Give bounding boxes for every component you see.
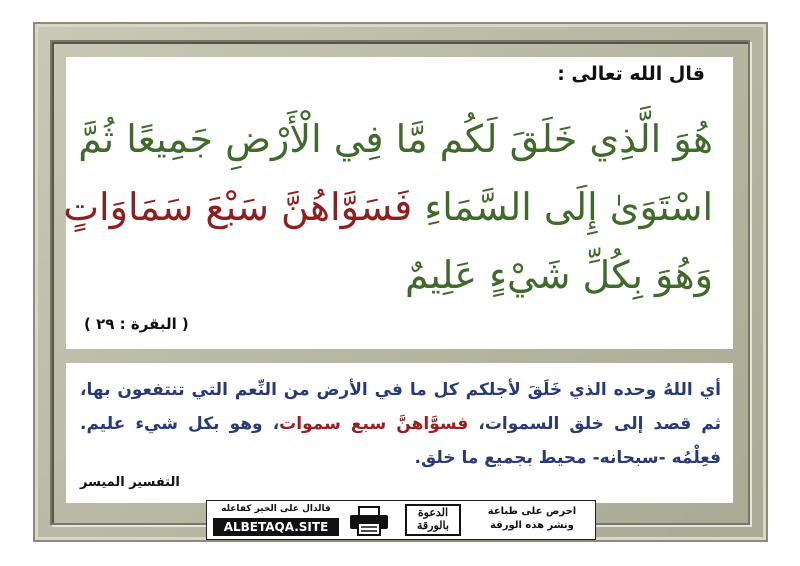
tafsir-part-2: فسوَّاهنَّ سبع سموات <box>279 414 469 434</box>
verse-line-2-part-b: فَسَوَّاهُنَّ سَبْعَ سَمَاوَاتٍ <box>63 185 413 229</box>
verse-line-1: هُوَ الَّذِي خَلَقَ لَكُم مَّا فِي الْأَرْضِ جَمِيعًا ثُمَّ <box>78 117 713 161</box>
printer-icon <box>347 505 391 537</box>
tafsir-source: التفسير الميسر <box>80 475 180 490</box>
tafsir-part-3: ، وهو بكل شيء عليم. فعِلْمُه -سبحانه- محيط بجميع ما خلق. <box>80 414 721 468</box>
verse-line-2-part-a: اسْتَوَىٰ إِلَى السَّمَاءِ <box>412 185 713 229</box>
verse-reference: ( البقرة : ٢٩ ) <box>84 315 189 333</box>
footer-print-note-line-2: ونشر هذه الورقة <box>490 520 574 531</box>
heading: قال الله تعالى : <box>557 63 705 85</box>
verse-panel <box>63 57 733 349</box>
albetaqa-logo <box>405 504 461 536</box>
verse-line-3: وَهُوَ بِكُلِّ شَيْءٍ عَلِيمٌ <box>405 253 713 297</box>
logo-line-2: بالورقة <box>417 519 449 532</box>
footer-print-note <box>477 505 587 533</box>
verse-line-2 <box>63 185 713 229</box>
footer-slogan: فالدال على الخير كفاعله <box>221 504 331 514</box>
tafsir-part-1: أي اللهُ وحده الذي خَلَقَ لأجلكم كل ما في الأرض من النِّعم التي تنتفعون بها، ثم قصد إلى خلق السموات، <box>80 380 722 434</box>
footer-print-note-line-1: احرص على طباعة <box>487 506 577 517</box>
tafsir-text <box>80 373 721 475</box>
tafsir-panel <box>66 363 733 503</box>
logo-line-1: الدعوة <box>417 506 449 519</box>
site-link[interactable]: ALBETAQA.SITE <box>213 518 339 536</box>
footer-banner <box>206 500 596 540</box>
